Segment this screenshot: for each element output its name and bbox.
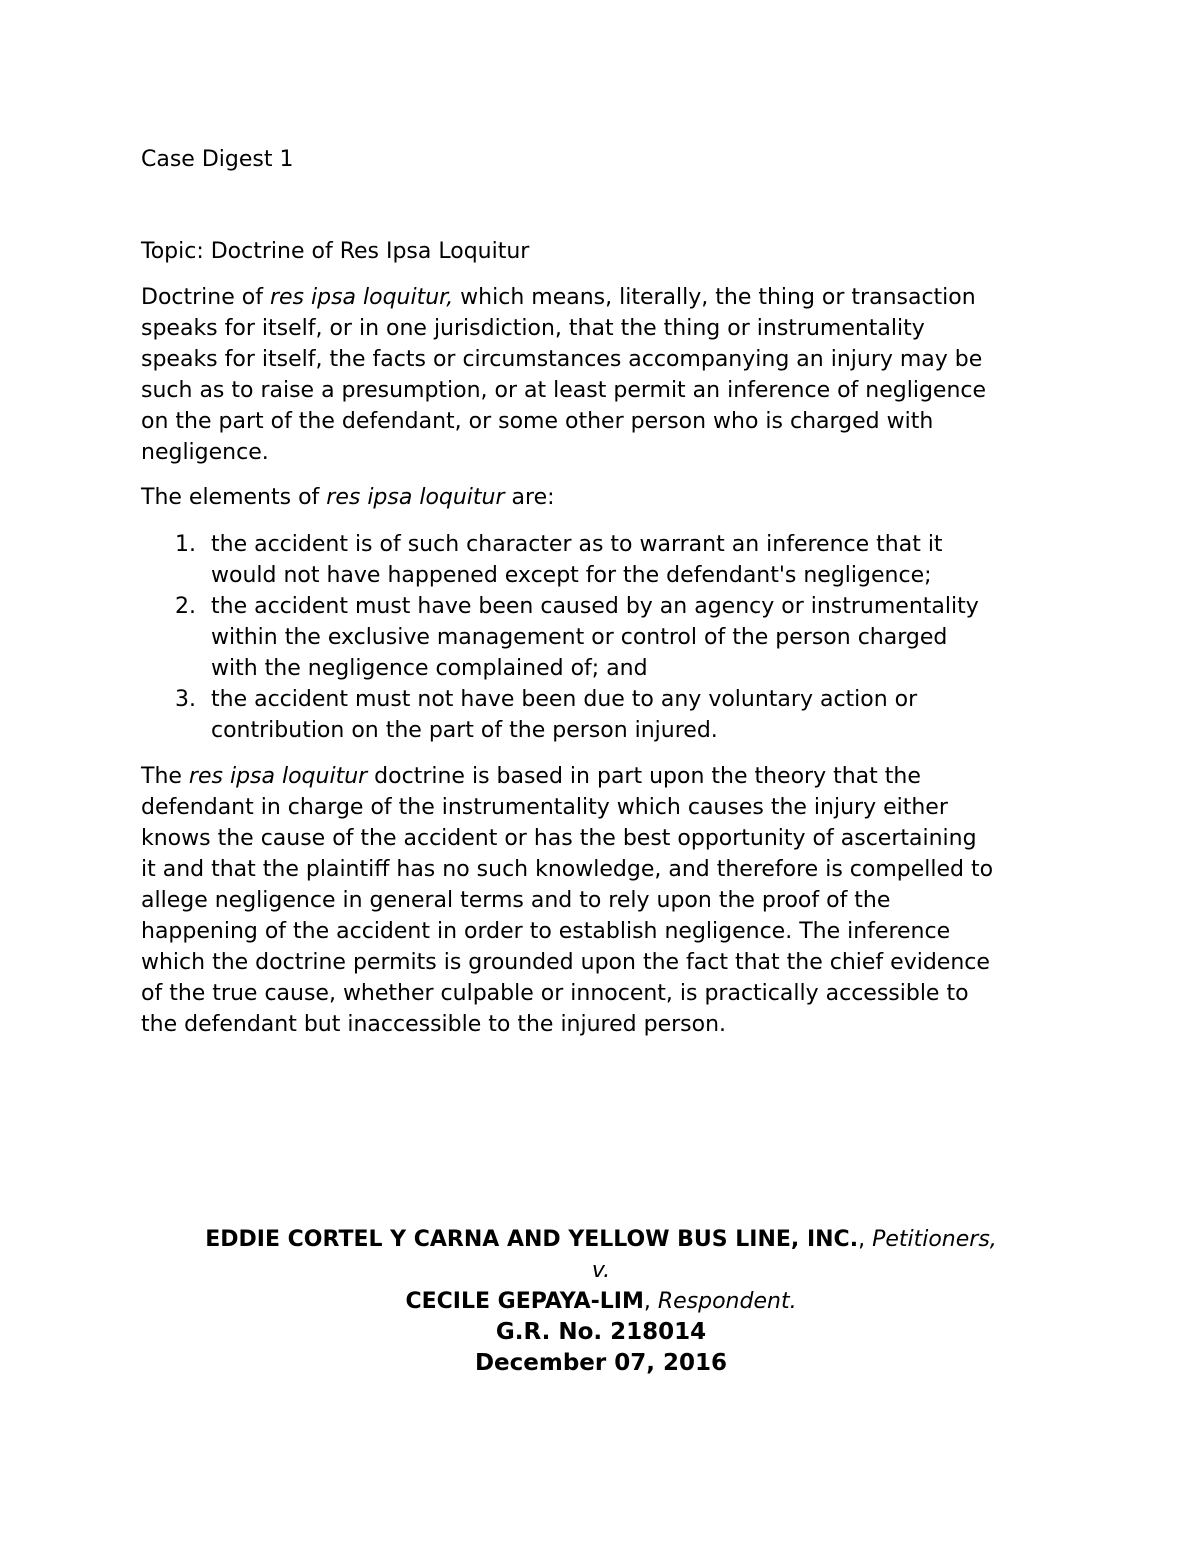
paragraph-line: speaks for itself, or in one jurisdiction, that the thing or instrumentality bbox=[141, 316, 925, 341]
paragraph-line-rest: which means, literally, the thing or transaction bbox=[453, 285, 976, 310]
list-item-line: with the negligence complained of; and bbox=[211, 656, 648, 681]
paragraph-lead: The elements of bbox=[141, 485, 327, 510]
case-caption bbox=[141, 1224, 1061, 1379]
paragraph-line: allege negligence in general terms and to rely upon the proof of the bbox=[141, 888, 891, 913]
latin-term: res ipsa loquitur bbox=[188, 764, 368, 789]
paragraph-line: negligence. bbox=[141, 440, 269, 465]
document-title: Case Digest 1 bbox=[141, 147, 294, 172]
versus-text: v. bbox=[591, 1258, 611, 1283]
paragraph-line: such as to raise a presumption, or at least permit an inference of negligence bbox=[141, 378, 987, 403]
list-number: 2. bbox=[175, 594, 196, 619]
paragraph-line: it and that the plaintiff has no such knowledge, and therefore is compelled to bbox=[141, 857, 994, 882]
paragraph-line: happening of the accident in order to establish negligence. The inference bbox=[141, 919, 951, 944]
paragraph-line: on the part of the defendant, or some other person who is charged with bbox=[141, 409, 934, 434]
list-item-line: the accident is of such character as to warrant an inference that it bbox=[211, 532, 943, 557]
paragraph-tail: are: bbox=[504, 485, 555, 510]
doctrine-basis-paragraph bbox=[141, 761, 1071, 1040]
paragraph-line: defendant in charge of the instrumentality which causes the injury either bbox=[141, 795, 948, 820]
elements-intro bbox=[141, 482, 1071, 513]
elements-list bbox=[141, 529, 1071, 746]
list-item bbox=[141, 591, 1071, 684]
list-item-line: contribution on the part of the person injured. bbox=[211, 718, 718, 743]
paragraph-line bbox=[141, 761, 1071, 792]
caption-separator: , bbox=[858, 1227, 873, 1252]
petitioners-role: Petitioners, bbox=[872, 1227, 997, 1252]
gr-number: G.R. No. 218014 bbox=[495, 1319, 707, 1345]
paragraph-line: speaks for itself, the facts or circumstances accompanying an injury may be bbox=[141, 347, 983, 372]
paragraph-lead: The bbox=[141, 764, 189, 789]
latin-term: res ipsa loquitur bbox=[326, 485, 505, 510]
caption-separator: , bbox=[643, 1289, 658, 1314]
list-item bbox=[141, 529, 1071, 591]
list-item-line: the accident must have been caused by an agency or instrumentality bbox=[211, 594, 979, 619]
paragraph-lead: Doctrine of bbox=[141, 285, 270, 310]
paragraph-line: the defendant but inaccessible to the injured person. bbox=[141, 1012, 727, 1037]
list-item bbox=[141, 684, 1071, 746]
list-item-line: would not have happened except for the defendant's negligence; bbox=[211, 563, 932, 588]
petitioners-line bbox=[141, 1224, 1061, 1255]
paragraph-line bbox=[141, 282, 1071, 313]
petitioners-name: EDDIE CORTEL Y CARNA AND YELLOW BUS LINE, INC. bbox=[205, 1227, 859, 1252]
decision-date: December 07, 2016 bbox=[474, 1350, 728, 1376]
topic-line: Topic: Doctrine of Res Ipsa Loquitur bbox=[141, 239, 530, 264]
versus-line bbox=[141, 1255, 1061, 1286]
list-number: 3. bbox=[175, 687, 196, 712]
document-page bbox=[141, 0, 1071, 1553]
respondent-line bbox=[141, 1286, 1061, 1317]
latin-term: res ipsa loquitur, bbox=[269, 285, 454, 310]
paragraph-line: which the doctrine permits is grounded upon the fact that the chief evidence bbox=[141, 950, 990, 975]
list-item-line: the accident must not have been due to any voluntary action or bbox=[211, 687, 918, 712]
paragraph-line: knows the cause of the accident or has the best opportunity of ascertaining bbox=[141, 826, 977, 851]
list-item-line: within the exclusive management or control of the person charged bbox=[211, 625, 948, 650]
paragraph-line: of the true cause, whether culpable or innocent, is practically accessible to bbox=[141, 981, 969, 1006]
list-number: 1. bbox=[175, 532, 196, 557]
respondent-role: Respondent. bbox=[657, 1289, 797, 1314]
paragraph-line-rest: doctrine is based in part upon the theory that the bbox=[367, 764, 921, 789]
doctrine-definition-paragraph bbox=[141, 282, 1071, 468]
respondent-name: CECILE GEPAYA-LIM bbox=[405, 1289, 644, 1314]
